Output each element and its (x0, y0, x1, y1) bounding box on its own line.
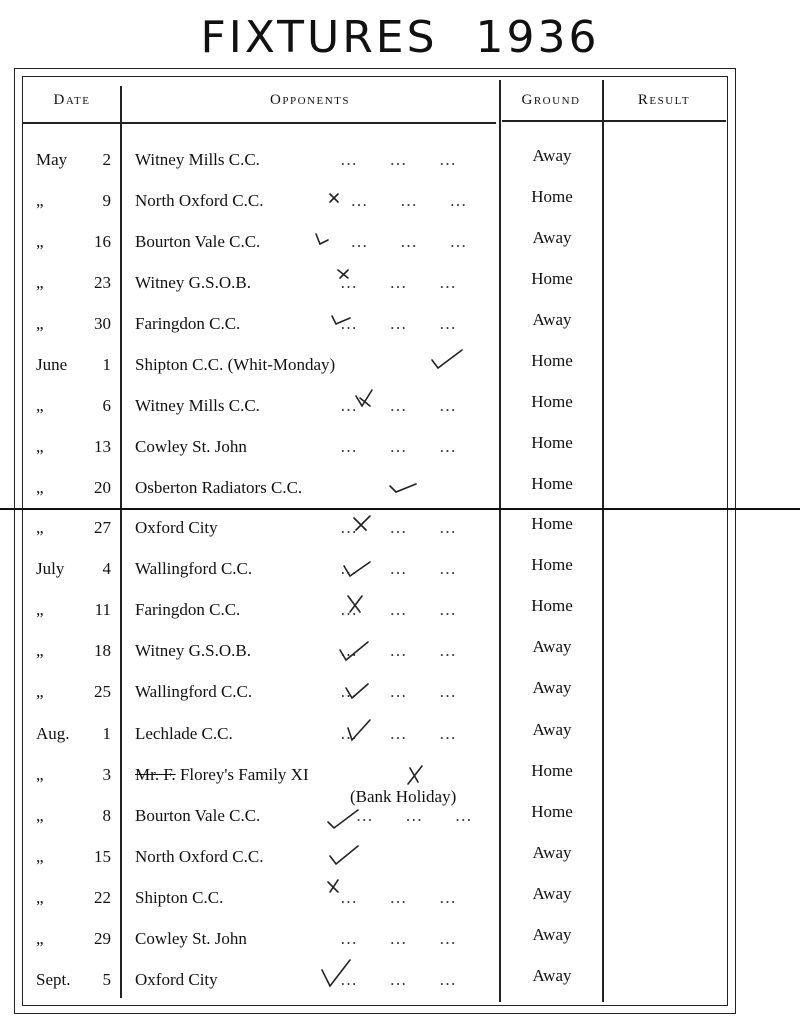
fixture-row (0, 345, 800, 385)
struck-text: Mr. F. (135, 765, 176, 784)
fixture-day: 13 (94, 437, 111, 456)
fixture-ground: Home (531, 555, 573, 574)
fixture-opponent (135, 232, 260, 252)
fixture-ground: Away (532, 843, 572, 862)
leader-dots: … … … (340, 396, 457, 415)
fixture-opponent (135, 847, 263, 867)
opponent-name: Lechlade C.C. (135, 724, 233, 743)
fixture-row (0, 386, 800, 426)
opponent-name: Wallingford C.C. (135, 559, 253, 578)
fixture-ground: Home (531, 596, 573, 615)
fixture-opponent (135, 806, 260, 826)
fixture-ground: Home (531, 187, 573, 206)
fixture-row (0, 222, 800, 262)
leader-dots: … … … (340, 559, 457, 578)
opponent-name: Witney Mills C.C. (135, 150, 260, 169)
leader-dots: … … … (340, 806, 473, 825)
fixture-opponent (135, 478, 302, 498)
fixture-ground: Home (531, 474, 573, 493)
fixture-opponent (135, 314, 240, 334)
bank-holiday-note: (Bank Holiday) (350, 787, 457, 806)
fixture-day: 25 (94, 682, 111, 701)
fixture-day: 6 (102, 396, 111, 415)
fixture-ground: Away (532, 884, 572, 903)
fixture-ground: Home (531, 392, 573, 411)
leader-dots: … … … (340, 724, 457, 743)
fixture-ground: Away (532, 228, 572, 247)
fixture-row (0, 837, 800, 877)
fixture-month: „ (36, 600, 44, 619)
leader-dots: … … … (340, 929, 457, 948)
fixture-ground: Away (532, 310, 572, 329)
opponent-name: Oxford City (135, 970, 218, 989)
fixture-row (0, 631, 800, 671)
fixture-day: 5 (102, 970, 111, 989)
fixture-month: „ (36, 191, 44, 210)
opponent-name: Shipton C.C. (Whit-Monday) (135, 355, 336, 374)
fixture-opponent (135, 437, 247, 457)
fixture-ground: Home (531, 269, 573, 288)
opponent-name: Cowley St. John (135, 929, 247, 948)
fixture-month: „ (36, 847, 44, 866)
opponent-name: Wallingford C.C. (135, 682, 253, 701)
fixture-row (0, 590, 800, 630)
fixture-opponent (135, 724, 233, 744)
fixture-month: May (36, 150, 68, 169)
fixture-opponent (135, 641, 251, 661)
fixture-ground: Home (531, 514, 573, 533)
leader-dots: … … … (340, 888, 457, 907)
fixture-day: 29 (94, 929, 111, 948)
fixture-month: „ (36, 929, 44, 948)
header-ground: Ground (521, 92, 581, 108)
fixture-month: „ (36, 437, 44, 456)
fixture-month: „ (36, 888, 44, 907)
fixture-month: July (36, 559, 65, 578)
fixture-opponent (135, 888, 223, 908)
fixture-month: „ (36, 682, 44, 701)
leader-dots: … … … (340, 150, 457, 169)
opponent-name: Cowley St. John (135, 437, 247, 456)
opponent-name: Faringdon C.C. (135, 314, 241, 333)
fixture-opponent (135, 682, 252, 702)
opponent-name: Shipton C.C. (135, 888, 224, 907)
fixture-ground: Away (532, 146, 572, 165)
fixture-ground: Away (532, 678, 572, 697)
fixture-row (0, 263, 800, 303)
fixture-opponent (135, 273, 251, 293)
fixture-day: 23 (94, 273, 111, 292)
fixture-day: 18 (94, 641, 111, 660)
opponent-name: North Oxford C.C. (135, 847, 264, 866)
fixture-day: 1 (102, 355, 111, 374)
fixture-opponent (135, 559, 252, 579)
header-underline-right (502, 120, 726, 122)
fixture-day: 9 (102, 191, 111, 210)
leader-dots: … … … (340, 314, 457, 333)
fixture-month: „ (36, 518, 44, 537)
header-opponents: Opponents (270, 92, 350, 108)
fixture-opponent (135, 518, 218, 538)
fixture-day: 15 (94, 847, 111, 866)
fixture-day: 8 (102, 806, 111, 825)
fixture-day: 1 (102, 724, 111, 743)
title-year: 1936 (475, 12, 600, 63)
fixture-row (0, 140, 800, 180)
fixture-day: 30 (94, 314, 111, 333)
fixture-day: 27 (94, 518, 111, 537)
leader-dots: … … … (340, 273, 457, 292)
leader-dots: … … … (340, 437, 457, 456)
fixture-row (0, 181, 800, 221)
header-date: Date (53, 92, 91, 108)
fixture-ground: Away (532, 720, 572, 739)
leader-dots: … … … (340, 232, 468, 251)
leader-dots: … … … (340, 191, 468, 210)
fixture-month: „ (36, 806, 44, 825)
fixture-month: „ (36, 641, 44, 660)
fixture-row (0, 960, 800, 1000)
fixture-day: 22 (94, 888, 111, 907)
fixture-day: 3 (102, 765, 111, 784)
fixture-month: Sept. (36, 970, 71, 989)
fixture-ground: Home (531, 433, 573, 452)
fixture-month: „ (36, 273, 44, 292)
fixture-month: „ (36, 478, 44, 497)
fixture-opponent (135, 600, 240, 620)
fixture-opponent (135, 191, 263, 211)
fixture-day: 2 (102, 150, 111, 169)
fixture-row (0, 304, 800, 344)
opponent-name: North Oxford C.C. (135, 191, 264, 210)
fixture-ground: Away (532, 925, 572, 944)
fixture-day: 11 (94, 600, 111, 619)
opponent-name: Florey's Family XI (175, 765, 309, 784)
fixture-month: „ (36, 396, 44, 415)
fixture-month: June (36, 355, 68, 374)
fixture-ground: Home (531, 351, 573, 370)
opponent-name: Bourton Vale C.C. (135, 806, 261, 825)
opponent-name: Bourton Vale C.C. (135, 232, 261, 251)
fixture-opponent (135, 929, 247, 949)
opponent-name: Oxford City (135, 518, 218, 537)
fixture-row (0, 549, 800, 589)
fixture-day: 4 (102, 559, 111, 578)
fixture-opponent (135, 396, 260, 416)
fixture-day: 16 (94, 232, 111, 251)
fixture-row (0, 714, 800, 754)
leader-dots: … … … (340, 641, 457, 660)
opponent-name: Witney G.S.O.B. (135, 641, 251, 660)
fixture-row (0, 427, 800, 467)
fixture-ground: Away (532, 637, 572, 656)
fixture-row (0, 672, 800, 712)
fixture-day: 20 (94, 478, 111, 497)
fixture-row (0, 468, 800, 508)
fixture-ground: Home (531, 761, 573, 780)
opponent-name: Osberton Radiators C.C. (135, 478, 303, 497)
opponent-name: Faringdon C.C. (135, 600, 241, 619)
opponent-name: Witney Mills C.C. (135, 396, 260, 415)
fixture-row (0, 508, 800, 548)
fixture-opponent (135, 150, 260, 170)
opponent-name: Witney G.S.O.B. (135, 273, 251, 292)
page-title (0, 12, 800, 63)
fixture-ground: Home (531, 802, 573, 821)
title-word: FIXTURES (200, 12, 438, 63)
fixture-ground: Away (532, 966, 572, 985)
fixture-month: „ (36, 314, 44, 333)
leader-dots: … … … (340, 970, 457, 989)
header-underline-left (22, 122, 496, 124)
header-result: Result (637, 92, 691, 108)
fixture-month: „ (36, 765, 44, 784)
fixture-opponent (135, 970, 218, 990)
leader-dots: … … … (340, 600, 457, 619)
leader-dots: … … … (340, 518, 457, 537)
fixture-month: „ (36, 232, 44, 251)
fixture-opponent (135, 355, 335, 375)
fixture-month: Aug. (36, 724, 70, 743)
leader-dots: … … … (340, 682, 457, 701)
fixture-row (0, 919, 800, 959)
fixture-opponent (135, 765, 309, 785)
fixture-row (0, 878, 800, 918)
